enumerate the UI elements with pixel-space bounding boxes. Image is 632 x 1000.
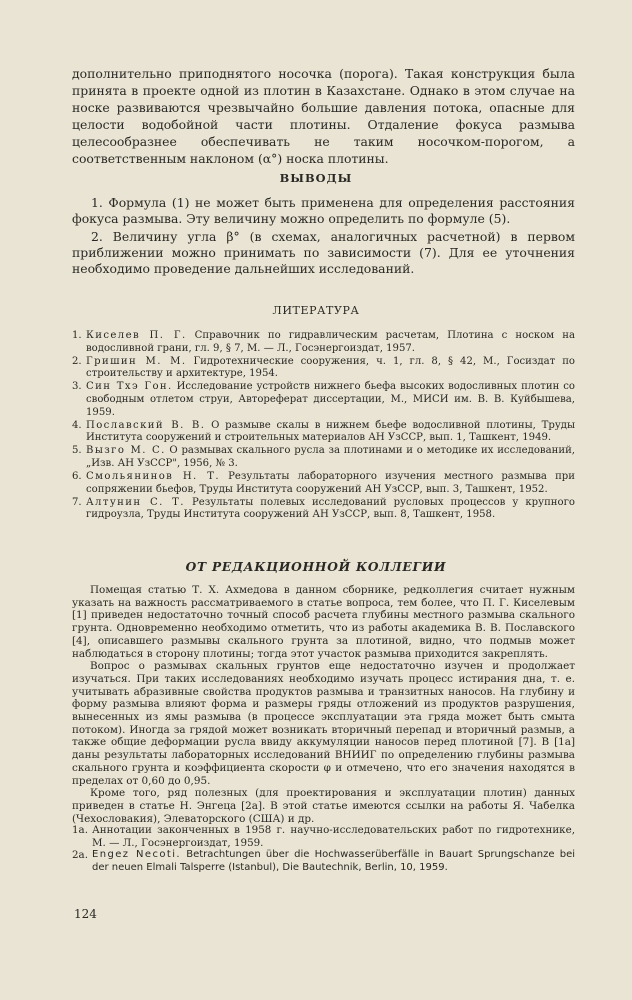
- reference-author: Алтунин С. Т.: [86, 496, 185, 508]
- reference-item: [72, 330, 575, 355]
- reference-item: [72, 497, 575, 522]
- reference-text: Результаты полевых исследований русловых процессов у крупного гидроузла, Труды Института сооружений АН УзССР, вып. 8, Ташкент, 1958.: [86, 496, 575, 521]
- editorial-heading: ОТ РЕДАКЦИОННОЙ КОЛЛЕГИИ: [185, 560, 447, 574]
- editorial-reference-item: [72, 824, 575, 849]
- reference-number: 4.: [72, 419, 82, 431]
- reference-author: Син Тхэ Гон.: [86, 381, 173, 393]
- editorial-reference-text: Betrachtungen über die Hochwasserüberfälle in Bauart Sprungschanze bei der neuen Elmali Talsperre (Istanbul), Die Bautechnik, Berlin, 10, 1959.: [92, 849, 575, 873]
- literature-heading: ЛИТЕРАТУРА: [272, 304, 360, 317]
- conclusion-item: 1. Формула (1) не может быть применена для определения расстояния фокуса размыва. Эту величину можно определить по формуле (5).: [72, 195, 575, 227]
- editorial-paragraph: Вопрос о размывах скальных грунтов еще недостаточно изучен и продолжает изучаться. При таких исследованиях необходимо изучать процесс истирания дна, т. е. учитывать абразивные свойства продуктов размыва и транзитных наносов. На глубину и форму размыва влияют форма и размеры гряды отложений из продуктов разрушения, вынесенных из ямы размыва (в процессе эксплуатации эта гряда может быть смыта потоком). Иногда за грядой может возникать вторичный перепад и вторичный размыв, а также общие деформации русла ввиду аккумуляции наносов перед плотиной [7]. В [1а] даны результаты лабораторных исследований ВНИИГ по определению глубины размыва скального грунта и коэффициента скорости φ и отмечено, что его значения находятся в пределах от 0,60 до 0,95.: [72, 660, 575, 787]
- editorial-paragraph: Помещая статью Т. Х. Ахмедова в данном сборнике, редколлегия считает нужным указать на важность рассматриваемого в статье вопроса, тем более, что П. Г. Киселевым [1] приведен недостаточно точный способ расчета глубины местного размыва скального грунта. Одновременно необходимо отметить, что из работы академика В. В. Пославского [4], описавшего размывы скального грунта за плотиной, видно, что подмыв может наблюдаться в сторону плотины; тогда этот участок размыва приходится закреплять.: [72, 584, 575, 660]
- reference-item: [72, 356, 575, 381]
- reference-number: 5.: [72, 445, 82, 457]
- editorial-reference-number: 2а.: [72, 849, 88, 862]
- reference-list: [72, 330, 575, 522]
- editorial-paragraph: Кроме того, ряд полезных (для проектирования и эксплуатации плотин) данных приведен в статье Н. Энгеца [2а]. В этой статье имеются ссылки на работы Я. Чабелка (Чехословакия), Элеваторского (США) и др.: [72, 787, 575, 825]
- reference-item: [72, 445, 575, 470]
- reference-text: Исследование устройств нижнего бьефа высоких водосливных плотин со свободным отлетом струи, Автореферат диссертации, М., МИСИ им. В. В. Куйбышева, 1959.: [86, 381, 576, 418]
- editorial-reference-number: 1а.: [72, 824, 88, 836]
- conclusions-heading: ВЫВОДЫ: [279, 171, 353, 185]
- reference-number: 6.: [72, 471, 82, 483]
- conclusion-item: 2. Величину угла β° (в схемах, аналогичных расчетной) в первом приближении можно принимать по зависимости (7). Для ее уточнения необходимо проведение дальнейших исследований.: [72, 228, 575, 277]
- reference-number: 3.: [72, 381, 82, 393]
- reference-text: Гидротехнические сооружения, ч. 1, гл. 8, § 42, М., Госиздат по строительству и архитектуре, 1954.: [86, 355, 576, 380]
- reference-author: Смольянинов Н. Т.: [86, 471, 220, 483]
- page-number: 124: [74, 907, 97, 921]
- reference-text: Справочник по гидравлическим расчетам, Плотина с носком на водосливной грани, гл. 9, § 7, М. — Л., Госэнергоиздат, 1957.: [86, 330, 575, 354]
- reference-number: 7.: [72, 496, 82, 508]
- reference-author: Киселев П. Г.: [86, 330, 187, 341]
- reference-item: [72, 471, 575, 496]
- editorial-reference-author: Engez Necoti.: [92, 849, 181, 861]
- reference-author: Гришин М. М.: [86, 355, 187, 367]
- reference-author: Пославский В. В.: [86, 419, 206, 431]
- editorial-reference-text: Аннотации законченных в 1958 г. научно-исследовательских работ по гидротехнике, М. — Л., Госэнергоиздат, 1959.: [92, 824, 575, 849]
- intro-paragraph: дополнительно приподнятого носочка (порога). Такая конструкция была принята в проекте одной из плотин в Казахстане. Однако в этом случае на носке развиваются чрезвычайно большие давления потока, опасные для целости водобойной части плотины. Отдаление фокуса размыва целесообразнее обеспечивать не таким носочком-порогом, а соответственным наклоном (α°) носка плотины.: [72, 66, 575, 166]
- editorial-reference-item: [72, 849, 575, 874]
- conclusions-list: [72, 195, 575, 278]
- reference-item: [72, 381, 575, 419]
- reference-item: [72, 420, 575, 445]
- reference-author: Вызго М. С.: [86, 445, 166, 457]
- editorial-section: [72, 584, 575, 825]
- reference-text: О размыве скалы в нижнем бьефе водосливной плотины, Труды Института сооружений и строительных материалов АН УзССР, вып. 1, Ташкент, 1949.: [86, 419, 576, 444]
- reference-text: О размывах скального русла за плотинами и о методике их исследований, „Изв. АН УзССР", 1956, № 3.: [86, 445, 576, 469]
- reference-number: 2.: [72, 355, 82, 367]
- reference-text: Результаты лабораторного изучения местного размыва при сопряжении бьефов, Труды Института сооружений АН УзССР, вып. 3, Ташкент, 1952.: [86, 471, 575, 495]
- editorial-references: [72, 824, 575, 874]
- reference-number: 1.: [72, 330, 82, 341]
